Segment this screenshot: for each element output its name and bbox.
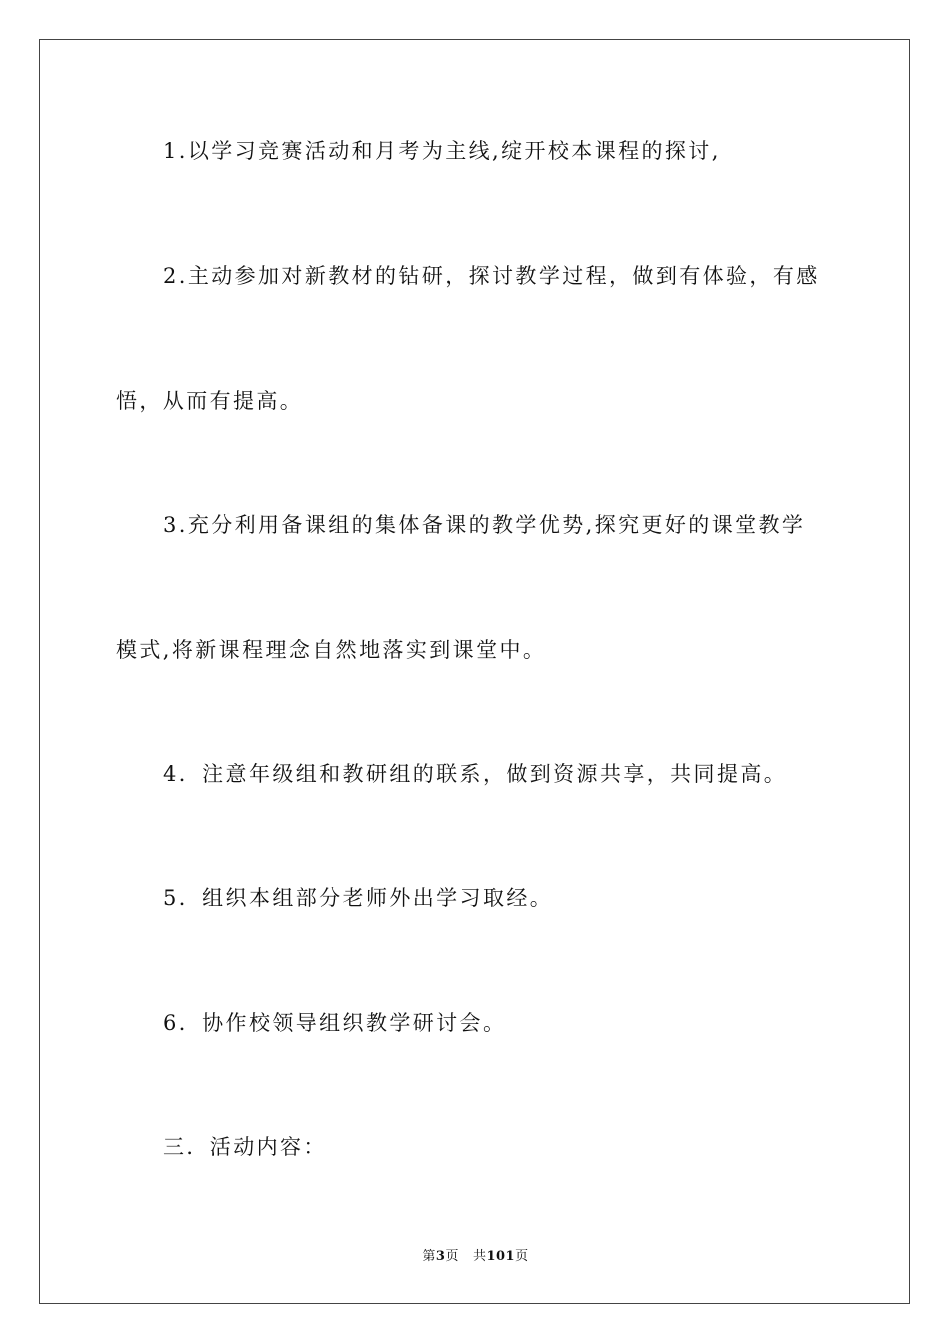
paragraph-item-3-continuation: 模式,将新课程理念自然地落实到课堂中。 xyxy=(116,638,547,662)
paragraph-item-4: 4．注意年级组和教研组的联系，做到资源共享，共同提高。 xyxy=(163,762,788,786)
paragraph-item-6: 6．协作校领导组织教学研讨会。 xyxy=(163,1011,507,1035)
paragraph-item-1: 1.以学习竞赛活动和月考为主线,绽开校本课程的探讨, xyxy=(163,139,721,163)
page-number: 3 xyxy=(435,1249,446,1264)
total-prefix: 共 xyxy=(472,1249,487,1264)
paragraph-item-2: 2.主动参加对新教材的钻研，探讨教学过程，做到有体验，有感 xyxy=(163,264,820,288)
page-footer xyxy=(40,1248,911,1266)
page-prefix: 第 xyxy=(422,1249,436,1264)
section-heading: 三．活动内容： xyxy=(163,1135,327,1159)
total-suffix: 页 xyxy=(515,1249,529,1264)
total-pages: 101 xyxy=(486,1249,516,1264)
page-frame xyxy=(39,39,910,1304)
page-suffix: 页 xyxy=(445,1249,459,1264)
paragraph-item-2-continuation: 悟，从而有提高。 xyxy=(116,389,304,413)
paragraph-item-5: 5．组织本组部分老师外出学习取经。 xyxy=(163,886,554,910)
paragraph-item-3: 3.充分利用备课组的集体备课的教学优势,探究更好的课堂教学 xyxy=(163,513,806,537)
